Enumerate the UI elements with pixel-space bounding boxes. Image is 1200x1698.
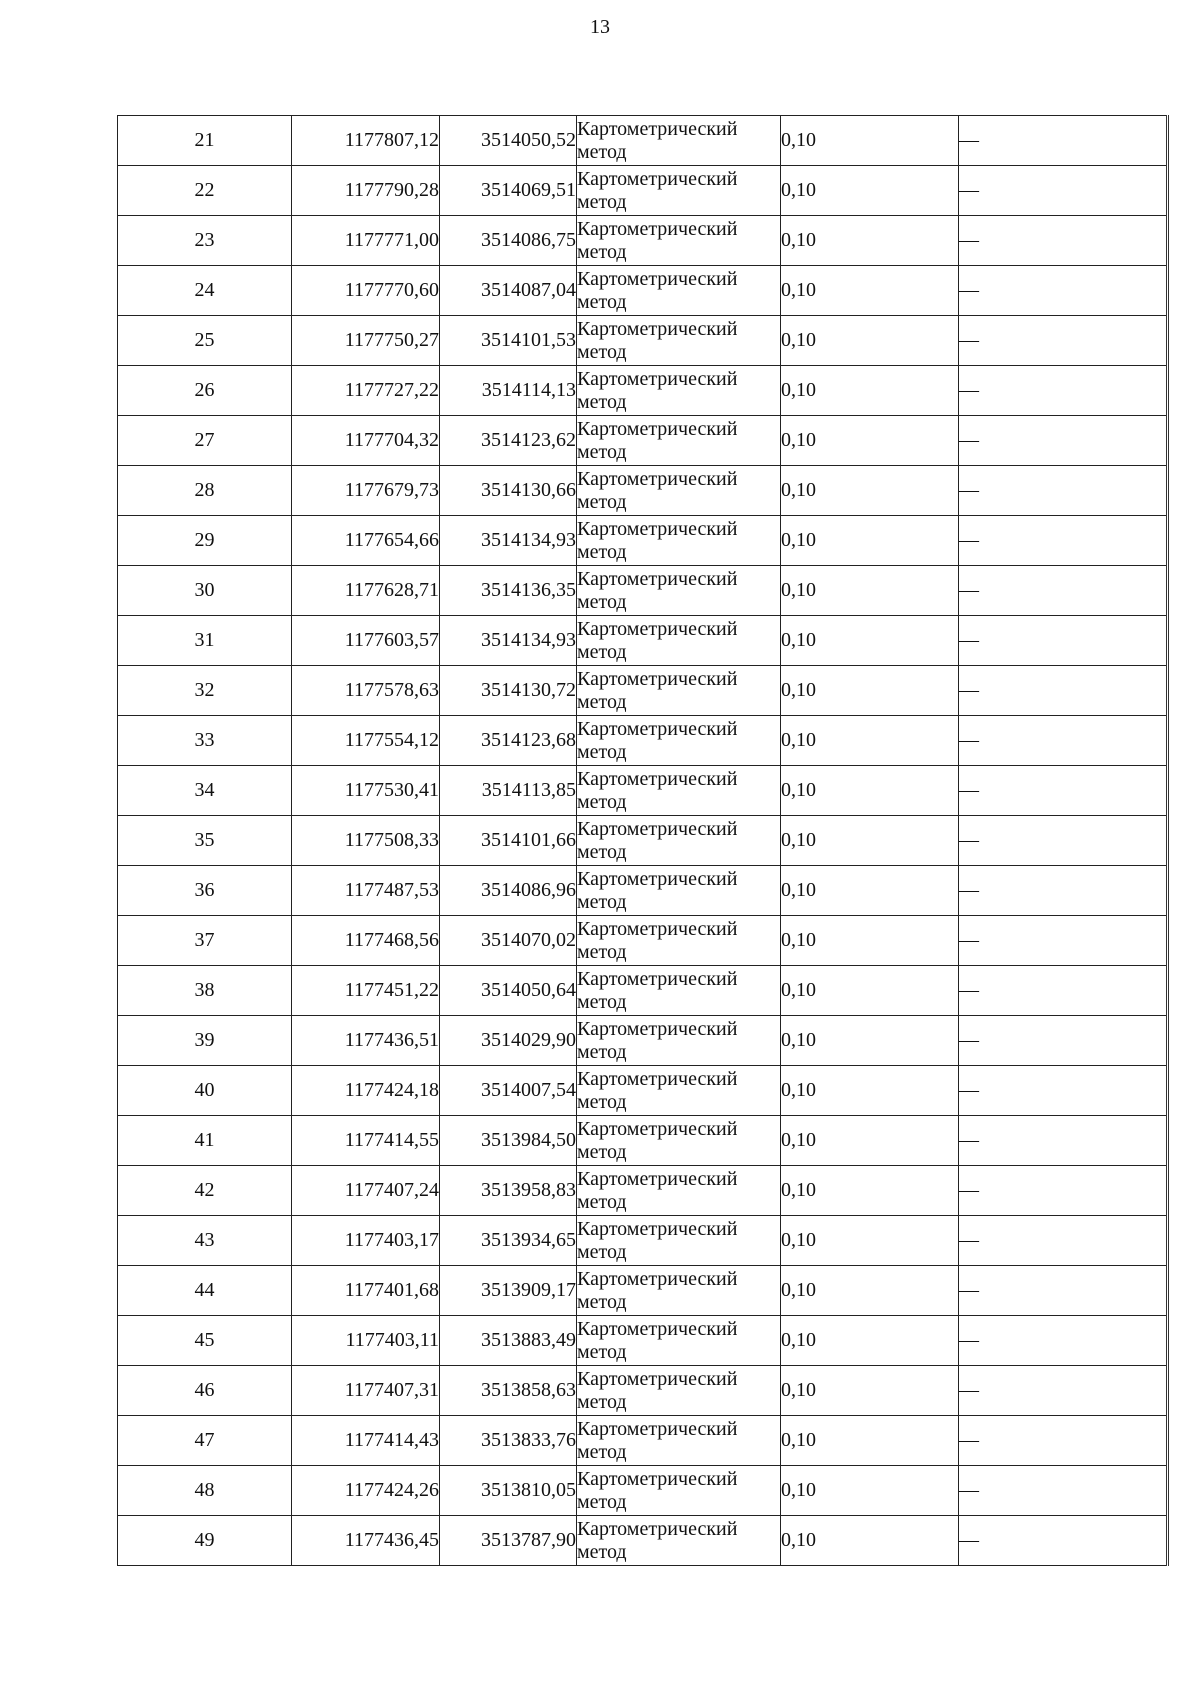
method-text-line: Картометрический — [577, 917, 738, 940]
note-cell: — — [959, 416, 1168, 466]
point-number-cell: 31 — [118, 616, 292, 666]
accuracy-cell: 0,10 — [781, 366, 959, 416]
y-coordinate-cell: 3513909,17 — [440, 1266, 577, 1316]
point-number-cell: 33 — [118, 716, 292, 766]
x-coordinate-cell: 1177578,63 — [292, 666, 440, 716]
method-cell — [577, 1516, 781, 1566]
method-cell — [577, 716, 781, 766]
x-coordinate-cell: 1177554,12 — [292, 716, 440, 766]
method-cell — [577, 1316, 781, 1366]
method-text-line: Картометрический — [577, 517, 738, 540]
method-text-line: Картометрический — [577, 617, 738, 640]
point-number-cell: 21 — [118, 116, 292, 166]
method-cell — [577, 1216, 781, 1266]
note-cell: — — [959, 1466, 1168, 1516]
table-row — [118, 216, 1168, 266]
accuracy-cell: 0,10 — [781, 1016, 959, 1066]
accuracy-cell: 0,10 — [781, 1516, 959, 1566]
x-coordinate-cell: 1177530,41 — [292, 766, 440, 816]
coordinates-table — [117, 115, 1169, 1566]
method-cell — [577, 666, 781, 716]
method-text-line: Картометрический — [577, 1417, 738, 1440]
point-number-cell: 42 — [118, 1166, 292, 1216]
method-text-line: метод — [577, 340, 627, 363]
table-row — [118, 1466, 1168, 1516]
note-cell: — — [959, 666, 1168, 716]
accuracy-cell: 0,10 — [781, 616, 959, 666]
method-text-line: Картометрический — [577, 1017, 738, 1040]
accuracy-cell: 0,10 — [781, 1266, 959, 1316]
method-text-line: метод — [577, 190, 627, 213]
note-cell: — — [959, 1366, 1168, 1416]
note-cell: — — [959, 816, 1168, 866]
y-coordinate-cell: 3514123,62 — [440, 416, 577, 466]
table-row — [118, 1216, 1168, 1266]
method-text-line: Картометрический — [577, 767, 738, 790]
note-cell: — — [959, 216, 1168, 266]
note-cell: — — [959, 1416, 1168, 1466]
table-row — [118, 816, 1168, 866]
method-text-line: Картометрический — [577, 1317, 738, 1340]
note-cell: — — [959, 566, 1168, 616]
table-row — [118, 1366, 1168, 1416]
method-text-line: метод — [577, 1290, 627, 1313]
y-coordinate-cell: 3513958,83 — [440, 1166, 577, 1216]
table-row — [118, 666, 1168, 716]
note-cell: — — [959, 1216, 1168, 1266]
method-text-line: Картометрический — [577, 567, 738, 590]
method-text-line: Картометрический — [577, 417, 738, 440]
method-text-line: Картометрический — [577, 317, 738, 340]
accuracy-cell: 0,10 — [781, 466, 959, 516]
y-coordinate-cell: 3514087,04 — [440, 266, 577, 316]
x-coordinate-cell: 1177654,66 — [292, 516, 440, 566]
accuracy-cell: 0,10 — [781, 1366, 959, 1416]
method-cell — [577, 416, 781, 466]
table-row — [118, 516, 1168, 566]
method-text-line: метод — [577, 790, 627, 813]
y-coordinate-cell: 3514114,13 — [440, 366, 577, 416]
point-number-cell: 39 — [118, 1016, 292, 1066]
table-row — [118, 716, 1168, 766]
method-text-line: метод — [577, 590, 627, 613]
method-text-line: метод — [577, 1390, 627, 1413]
x-coordinate-cell: 1177403,11 — [292, 1316, 440, 1366]
note-cell: — — [959, 1066, 1168, 1116]
accuracy-cell: 0,10 — [781, 966, 959, 1016]
point-number-cell: 44 — [118, 1266, 292, 1316]
y-coordinate-cell: 3514069,51 — [440, 166, 577, 216]
point-number-cell: 29 — [118, 516, 292, 566]
table-row — [118, 866, 1168, 916]
method-cell — [577, 1116, 781, 1166]
method-text-line: метод — [577, 690, 627, 713]
method-text-line: Картометрический — [577, 1467, 738, 1490]
method-cell — [577, 1416, 781, 1466]
method-text-line: метод — [577, 390, 627, 413]
y-coordinate-cell: 3514050,64 — [440, 966, 577, 1016]
method-text-line: метод — [577, 1040, 627, 1063]
table-row — [118, 466, 1168, 516]
method-text-line: Картометрический — [577, 217, 738, 240]
method-text-line: метод — [577, 990, 627, 1013]
note-cell: — — [959, 966, 1168, 1016]
y-coordinate-cell: 3514007,54 — [440, 1066, 577, 1116]
x-coordinate-cell: 1177451,22 — [292, 966, 440, 1016]
note-cell: — — [959, 166, 1168, 216]
table-row — [118, 116, 1168, 166]
method-cell — [577, 1466, 781, 1516]
method-cell — [577, 466, 781, 516]
x-coordinate-cell: 1177414,55 — [292, 1116, 440, 1166]
y-coordinate-cell: 3513883,49 — [440, 1316, 577, 1366]
method-text-line: метод — [577, 1240, 627, 1263]
table-row — [118, 616, 1168, 666]
method-cell — [577, 916, 781, 966]
x-coordinate-cell: 1177414,43 — [292, 1416, 440, 1466]
table-row — [118, 1516, 1168, 1566]
note-cell: — — [959, 616, 1168, 666]
point-number-cell: 45 — [118, 1316, 292, 1366]
y-coordinate-cell: 3514113,85 — [440, 766, 577, 816]
y-coordinate-cell: 3513833,76 — [440, 1416, 577, 1466]
method-text-line: метод — [577, 1540, 627, 1563]
accuracy-cell: 0,10 — [781, 1416, 959, 1466]
x-coordinate-cell: 1177487,53 — [292, 866, 440, 916]
point-number-cell: 48 — [118, 1466, 292, 1516]
table-row — [118, 1116, 1168, 1166]
y-coordinate-cell: 3514134,93 — [440, 516, 577, 566]
method-text-line: метод — [577, 1090, 627, 1113]
table-row — [118, 266, 1168, 316]
table-row — [118, 366, 1168, 416]
x-coordinate-cell: 1177407,24 — [292, 1166, 440, 1216]
point-number-cell: 38 — [118, 966, 292, 1016]
note-cell: — — [959, 116, 1168, 166]
x-coordinate-cell: 1177770,60 — [292, 266, 440, 316]
method-cell — [577, 116, 781, 166]
method-text-line: Картометрический — [577, 1367, 738, 1390]
accuracy-cell: 0,10 — [781, 116, 959, 166]
method-text-line: метод — [577, 840, 627, 863]
note-cell: — — [959, 1016, 1168, 1066]
table-row — [118, 1316, 1168, 1366]
note-cell: — — [959, 316, 1168, 366]
method-text-line: Картометрический — [577, 1217, 738, 1240]
method-cell — [577, 616, 781, 666]
y-coordinate-cell: 3513858,63 — [440, 1366, 577, 1416]
method-cell — [577, 216, 781, 266]
x-coordinate-cell: 1177424,26 — [292, 1466, 440, 1516]
accuracy-cell: 0,10 — [781, 266, 959, 316]
y-coordinate-cell: 3514136,35 — [440, 566, 577, 616]
point-number-cell: 23 — [118, 216, 292, 266]
point-number-cell: 37 — [118, 916, 292, 966]
point-number-cell: 30 — [118, 566, 292, 616]
y-coordinate-cell: 3513984,50 — [440, 1116, 577, 1166]
point-number-cell: 40 — [118, 1066, 292, 1116]
method-cell — [577, 766, 781, 816]
y-coordinate-cell: 3514101,53 — [440, 316, 577, 366]
y-coordinate-cell: 3513810,05 — [440, 1466, 577, 1516]
method-text-line: Картометрический — [577, 1117, 738, 1140]
x-coordinate-cell: 1177790,28 — [292, 166, 440, 216]
accuracy-cell: 0,10 — [781, 166, 959, 216]
x-coordinate-cell: 1177603,57 — [292, 616, 440, 666]
note-cell: — — [959, 1116, 1168, 1166]
method-text-line: Картометрический — [577, 367, 738, 390]
table-row — [118, 166, 1168, 216]
accuracy-cell: 0,10 — [781, 416, 959, 466]
note-cell: — — [959, 866, 1168, 916]
x-coordinate-cell: 1177807,12 — [292, 116, 440, 166]
method-cell — [577, 316, 781, 366]
x-coordinate-cell: 1177679,73 — [292, 466, 440, 516]
x-coordinate-cell: 1177436,51 — [292, 1016, 440, 1066]
table-row — [118, 566, 1168, 616]
method-text-line: Картометрический — [577, 167, 738, 190]
method-text-line: метод — [577, 240, 627, 263]
method-cell — [577, 566, 781, 616]
point-number-cell: 34 — [118, 766, 292, 816]
point-number-cell: 27 — [118, 416, 292, 466]
point-number-cell: 43 — [118, 1216, 292, 1266]
method-text-line: Картометрический — [577, 1167, 738, 1190]
point-number-cell: 46 — [118, 1366, 292, 1416]
note-cell: — — [959, 366, 1168, 416]
note-cell: — — [959, 1316, 1168, 1366]
method-text-line: метод — [577, 140, 627, 163]
x-coordinate-cell: 1177424,18 — [292, 1066, 440, 1116]
coordinates-table-body — [118, 116, 1168, 1566]
method-text-line: Картометрический — [577, 667, 738, 690]
point-number-cell: 28 — [118, 466, 292, 516]
y-coordinate-cell: 3513934,65 — [440, 1216, 577, 1266]
y-coordinate-cell: 3514086,96 — [440, 866, 577, 916]
method-cell — [577, 1366, 781, 1416]
method-text-line: метод — [577, 1440, 627, 1463]
note-cell: — — [959, 1166, 1168, 1216]
method-text-line: метод — [577, 740, 627, 763]
table-row — [118, 1416, 1168, 1466]
y-coordinate-cell: 3514070,02 — [440, 916, 577, 966]
y-coordinate-cell: 3514029,90 — [440, 1016, 577, 1066]
y-coordinate-cell: 3514123,68 — [440, 716, 577, 766]
note-cell: — — [959, 1266, 1168, 1316]
accuracy-cell: 0,10 — [781, 1116, 959, 1166]
point-number-cell: 36 — [118, 866, 292, 916]
note-cell: — — [959, 466, 1168, 516]
method-cell — [577, 166, 781, 216]
method-text-line: метод — [577, 940, 627, 963]
method-text-line: метод — [577, 490, 627, 513]
x-coordinate-cell: 1177771,00 — [292, 216, 440, 266]
method-text-line: метод — [577, 440, 627, 463]
method-cell — [577, 266, 781, 316]
method-text-line: Картометрический — [577, 1067, 738, 1090]
accuracy-cell: 0,10 — [781, 916, 959, 966]
table-row — [118, 1066, 1168, 1116]
point-number-cell: 26 — [118, 366, 292, 416]
y-coordinate-cell: 3514086,75 — [440, 216, 577, 266]
point-number-cell: 47 — [118, 1416, 292, 1466]
method-text-line: Картометрический — [577, 1267, 738, 1290]
accuracy-cell: 0,10 — [781, 1466, 959, 1516]
accuracy-cell: 0,10 — [781, 1216, 959, 1266]
table-row — [118, 1266, 1168, 1316]
table-row — [118, 766, 1168, 816]
method-text-line: метод — [577, 1490, 627, 1513]
point-number-cell: 32 — [118, 666, 292, 716]
x-coordinate-cell: 1177704,32 — [292, 416, 440, 466]
accuracy-cell: 0,10 — [781, 716, 959, 766]
method-text-line: Картометрический — [577, 817, 738, 840]
method-cell — [577, 866, 781, 916]
method-cell — [577, 1166, 781, 1216]
point-number-cell: 35 — [118, 816, 292, 866]
method-cell — [577, 516, 781, 566]
method-cell — [577, 816, 781, 866]
y-coordinate-cell: 3514130,72 — [440, 666, 577, 716]
y-coordinate-cell: 3514134,93 — [440, 616, 577, 666]
table-row — [118, 916, 1168, 966]
method-text-line: Картометрический — [577, 1517, 738, 1540]
accuracy-cell: 0,10 — [781, 1166, 959, 1216]
method-text-line: метод — [577, 1140, 627, 1163]
note-cell: — — [959, 716, 1168, 766]
method-text-line: Картометрический — [577, 867, 738, 890]
table-row — [118, 1016, 1168, 1066]
point-number-cell: 25 — [118, 316, 292, 366]
x-coordinate-cell: 1177436,45 — [292, 1516, 440, 1566]
method-text-line: метод — [577, 290, 627, 313]
y-coordinate-cell: 3513787,90 — [440, 1516, 577, 1566]
table-row — [118, 966, 1168, 1016]
method-cell — [577, 1066, 781, 1116]
accuracy-cell: 0,10 — [781, 866, 959, 916]
y-coordinate-cell: 3514050,52 — [440, 116, 577, 166]
method-text-line: метод — [577, 1190, 627, 1213]
x-coordinate-cell: 1177403,17 — [292, 1216, 440, 1266]
x-coordinate-cell: 1177750,27 — [292, 316, 440, 366]
table-row — [118, 316, 1168, 366]
x-coordinate-cell: 1177468,56 — [292, 916, 440, 966]
method-cell — [577, 1016, 781, 1066]
method-text-line: метод — [577, 1340, 627, 1363]
method-text-line: метод — [577, 540, 627, 563]
accuracy-cell: 0,10 — [781, 316, 959, 366]
accuracy-cell: 0,10 — [781, 1316, 959, 1366]
method-text-line: Картометрический — [577, 267, 738, 290]
x-coordinate-cell: 1177508,33 — [292, 816, 440, 866]
note-cell: — — [959, 1516, 1168, 1566]
accuracy-cell: 0,10 — [781, 816, 959, 866]
note-cell: — — [959, 516, 1168, 566]
method-text-line: Картометрический — [577, 967, 738, 990]
accuracy-cell: 0,10 — [781, 516, 959, 566]
method-cell — [577, 366, 781, 416]
x-coordinate-cell: 1177407,31 — [292, 1366, 440, 1416]
point-number-cell: 41 — [118, 1116, 292, 1166]
method-cell — [577, 966, 781, 1016]
note-cell: — — [959, 266, 1168, 316]
accuracy-cell: 0,10 — [781, 666, 959, 716]
method-cell — [577, 1266, 781, 1316]
method-text-line: Картометрический — [577, 717, 738, 740]
point-number-cell: 24 — [118, 266, 292, 316]
table-row — [118, 1166, 1168, 1216]
accuracy-cell: 0,10 — [781, 1066, 959, 1116]
table-row — [118, 416, 1168, 466]
page-number: 13 — [590, 16, 610, 38]
point-number-cell: 22 — [118, 166, 292, 216]
x-coordinate-cell: 1177401,68 — [292, 1266, 440, 1316]
method-text-line: Картометрический — [577, 117, 738, 140]
point-number-cell: 49 — [118, 1516, 292, 1566]
note-cell: — — [959, 766, 1168, 816]
method-text-line: Картометрический — [577, 467, 738, 490]
y-coordinate-cell: 3514101,66 — [440, 816, 577, 866]
accuracy-cell: 0,10 — [781, 766, 959, 816]
method-text-line: метод — [577, 640, 627, 663]
method-text-line: метод — [577, 890, 627, 913]
note-cell: — — [959, 916, 1168, 966]
accuracy-cell: 0,10 — [781, 566, 959, 616]
accuracy-cell: 0,10 — [781, 216, 959, 266]
x-coordinate-cell: 1177628,71 — [292, 566, 440, 616]
x-coordinate-cell: 1177727,22 — [292, 366, 440, 416]
y-coordinate-cell: 3514130,66 — [440, 466, 577, 516]
